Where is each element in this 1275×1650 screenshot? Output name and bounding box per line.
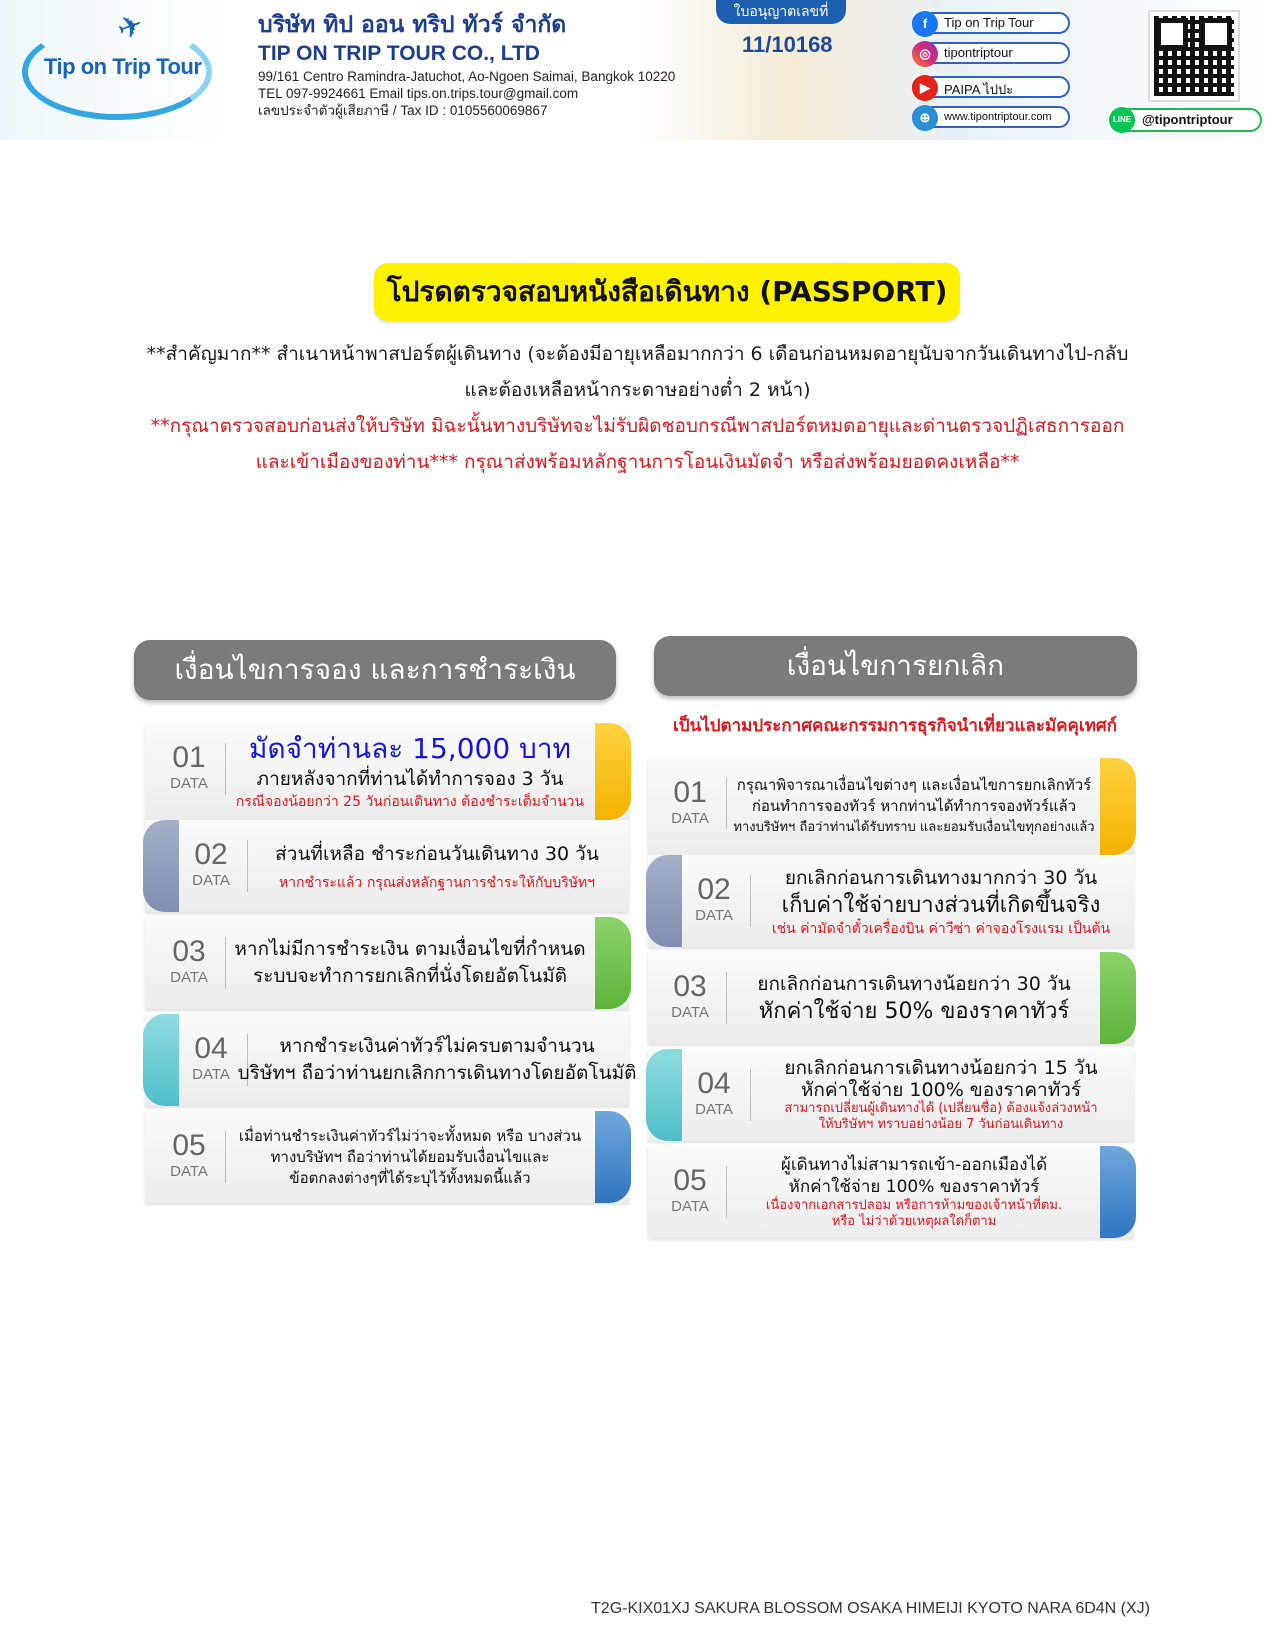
logo-wordmark: Tip on Trip Tour [44,54,202,79]
accent-tab [646,1049,682,1141]
facebook-link[interactable] [912,12,1070,34]
company-address: 99/161 Centro Ramindra-Jatuchot, Ao-Ngoen Saimai, Bangkok 10220 [258,69,676,84]
separator [726,778,727,830]
cancel-item-2 [648,855,1134,947]
line-icon: LINE [1109,107,1135,133]
item-line: ยกเลิกก่อนการเดินทางน้อยกว่า 30 วัน [757,972,1071,995]
item-number: 02 [697,873,731,906]
item-text [251,820,623,912]
accent-tab [595,1111,631,1203]
company-tax-id: เลขประจำตัวผู้เสียภาษี / Tax ID : 0105560069867 [258,103,548,118]
item-text [229,723,591,820]
item-line: ภายหลังจากที่ท่านได้ทำการจอง 3 วัน [256,768,564,790]
youtube-link[interactable] [912,76,1070,98]
passport-note [130,336,1145,408]
company-name-english: TIP ON TRIP TOUR CO., LTD [258,42,540,65]
accent-tab [595,917,631,1009]
item-line: ยกเลิกก่อนการเดินทางมากกว่า 30 วัน [784,866,1098,889]
item-line: ผู้เดินทางไม่สามารถเข้า-ออกเมืองได้ [780,1155,1048,1175]
cancel-conditions-subtitle: เป็นไปตามประกาศคณะกรรมการธุรกิจนำเที่ยวและมัคคุเทศก์ [672,716,1118,736]
item-note: กรณีจองน้อยกว่า 25 วันก่อนเดินทาง ต้องชำระเต็มจำนวน [235,794,585,810]
separator [225,937,226,989]
item-line: เมื่อท่านชำระเงินค่าทัวร์ไม่ว่าจะทั้งหมด หรือ บางส่วน [238,1126,582,1145]
item-line: บริษัทฯ ถือว่าท่านยกเลิกการเดินทางโดยอัตโนมัติ [237,1062,637,1084]
license-label: ใบอนุญาตเลขที่ [716,0,846,24]
company-info [258,10,718,119]
letterhead [0,0,1275,140]
item-label: DATA [192,1066,230,1083]
item-line: กรุณาพิจารณาเงื่อนไขต่างๆ และเงื่อนไขการยกเลิกทัวร์ [736,776,1092,794]
line-link[interactable] [1110,108,1262,132]
item-number: 04 [697,1067,731,1100]
item-label: DATA [695,1101,733,1118]
cancel-conditions-title: เงื่อนไขการยกเลิก [654,636,1137,696]
item-label: DATA [170,1163,208,1180]
website-link[interactable] [912,106,1070,128]
item-number: 02 [194,838,228,871]
cancel-item-3 [648,952,1134,1044]
license-number: 11/10168 [742,32,833,57]
instagram-icon: ◎ [912,41,938,67]
item-note: สามารถเปลี่ยนผู้เดินทางได้ (เปลี่ยนชื่อ) ต้องแจ้งล่วงหน้า [784,1101,1098,1116]
item-label: DATA [192,872,230,889]
item-line: เก็บค่าใช้จ่ายบางส่วนที่เกิดขึ้นจริง [781,892,1101,918]
separator [225,743,226,795]
passport-title: โปรดตรวจสอบหนังสือเดินทาง (PASSPORT) [374,263,960,321]
booking-item-3 [145,917,629,1009]
booking-item-4 [145,1014,637,1106]
item-number: 05 [172,1129,206,1162]
item-label: DATA [671,810,709,827]
item-line: ทางบริษัทฯ ถือว่าท่านได้รับทราบ และยอมรับเงื่อนไขทุกอย่างแล้ว [733,820,1095,835]
facebook-icon: f [912,11,938,37]
item-line: หากชำระเงินค่าทัวร์ไม่ครบตามจำนวน [279,1035,595,1057]
item-number: 03 [673,970,707,1003]
youtube-label: PAIPA ไปปะ [944,82,1014,97]
separator [247,840,248,892]
website-label: www.tipontriptour.com [944,111,1052,123]
qr-code [1150,12,1238,100]
item-note: หากชำระแล้ว กรุณส่งหลักฐานการชำระให้กับบริษัทฯ [278,874,596,891]
deposit-amount: มัดจำท่านละ 15,000 บาท [248,732,571,765]
item-note: เช่น ค่ามัดจำตั๋วเครื่องบิน ค่าวีซ่า ค่าจองโรงแรม เป็นต้น [771,920,1111,937]
item-label: DATA [695,907,733,924]
item-line: ข้อตกลงต่างๆที่ได้ระบุไว้ทั้งหมดนี้แล้ว [289,1168,531,1187]
item-label: DATA [170,969,208,986]
item-line: ทางบริษัทฯ ถือว่าท่านได้ยอมรับเงื่อนไขและ [270,1147,550,1166]
passport-note-line-2: และต้องเหลือหน้ากระดาษอย่างต่ำ 2 หน้า) [464,379,811,401]
instagram-label: tipontriptour [944,45,1013,60]
accent-tab [143,820,179,912]
passport-warning [130,408,1145,480]
item-note: หรือ ไม่ว่าด้วยเหตุผลใดก็ตาม [831,1214,997,1229]
item-text [730,758,1098,855]
accent-tab [143,1014,179,1106]
company-name-thai: บริษัท ทิป ออน ทริป ทัวร์ จำกัด [258,12,567,38]
item-text [754,855,1128,947]
item-number: 01 [673,776,707,809]
booking-item-1 [145,723,629,820]
item-line: หักค่าใช้จ่าย 50% ของราคาทัวร์ [758,998,1070,1024]
instagram-link[interactable] [912,42,1070,64]
item-number: 03 [172,935,206,968]
accent-tab [1100,758,1136,855]
item-line: ส่วนที่เหลือ ชำระก่อนวันเดินทาง 30 วัน [275,842,599,865]
passport-warning-line-2: และเข้าเมืองของท่าน*** กรุณาส่งพร้อมหลักฐานการโอนเงินมัดจำ หรือส่งพร้อมยอดคงเหลือ** [255,451,1020,473]
separator [225,1131,226,1183]
item-label: DATA [671,1004,709,1021]
item-text [730,952,1098,1044]
passport-warning-line-1: **กรุณาตรวจสอบก่อนส่งให้บริษัท มิฉะนั้นทางบริษัทจะไม่รับผิดชอบกรณีพาสปอร์ตหมดอายุและด่านตรวจปฏิเสธการออก [150,415,1125,437]
company-logo [22,6,212,122]
accent-tab [1100,952,1136,1044]
booking-item-5 [145,1111,629,1203]
separator [750,875,751,927]
cancel-item-4 [648,1049,1134,1141]
booking-conditions-title: เงื่อนไขการจอง และการชำระเงิน [134,640,616,700]
item-label: DATA [671,1198,709,1215]
passport-note-line-1: **สำคัญมาก** สำเนาหน้าพาสปอร์ตผู้เดินทาง (จะต้องมีอายุเหลือมากกว่า 6 เดือนก่อนหมดอายุนับจากวันเดินทางไป-กลับ [146,343,1129,365]
item-line: หักค่าใช้จ่าย 100% ของราคาทัวร์ [788,1177,1040,1197]
separator [726,972,727,1024]
facebook-label: Tip on Trip Tour [944,15,1034,30]
globe-icon: ⊕ [912,105,938,131]
youtube-icon: ▶ [912,75,938,101]
tour-code-footer: T2G-KIX01XJ SAKURA BLOSSOM OSAKA HIMEIJI KYOTO NARA 6D4N (XJ) [591,1600,1150,1617]
item-label: DATA [170,775,208,792]
accent-tab [1100,1146,1136,1238]
item-number: 01 [172,741,206,774]
item-number: 04 [194,1032,228,1065]
item-note: ให้บริษัทฯ ทราบอย่างน้อย 7 วันก่อนเดินทาง [818,1117,1064,1132]
accent-tab [595,723,631,820]
cancel-item-1 [648,758,1134,855]
accent-tab [646,855,682,947]
line-id: @tipontriptour [1142,112,1233,127]
cancel-item-5 [648,1146,1134,1238]
item-text [229,917,591,1009]
item-text [237,1014,637,1106]
booking-item-2 [145,820,629,912]
separator [726,1166,727,1218]
item-line: ก่อนทำการจองทัวร์ หากท่านได้ทำการจองทัวร์แล้ว [751,797,1077,815]
item-note: เนื่องจากเอกสารปลอม หรือการห้ามของเจ้าหน้าที่ตม. [765,1198,1063,1213]
item-text [754,1049,1128,1141]
company-contact: TEL 097-9924661 Email tips.on.trips.tour@gmail.com [258,86,579,101]
item-line: หักค่าใช้จ่าย 100% ของราคาทัวร์ [800,1079,1082,1101]
airplane-icon: ✈ [112,6,149,49]
item-line: หากไม่มีการชำระเงิน ตามเงื่อนไขที่กำหนด [234,938,586,960]
item-text [229,1111,591,1203]
item-line: ระบบจะทำการยกเลิกที่นั่งโดยอัตโนมัติ [253,965,567,987]
item-number: 05 [673,1164,707,1197]
item-line: ยกเลิกก่อนการเดินทางน้อยกว่า 15 วัน [784,1057,1098,1079]
separator [750,1069,751,1121]
item-text [730,1146,1098,1238]
